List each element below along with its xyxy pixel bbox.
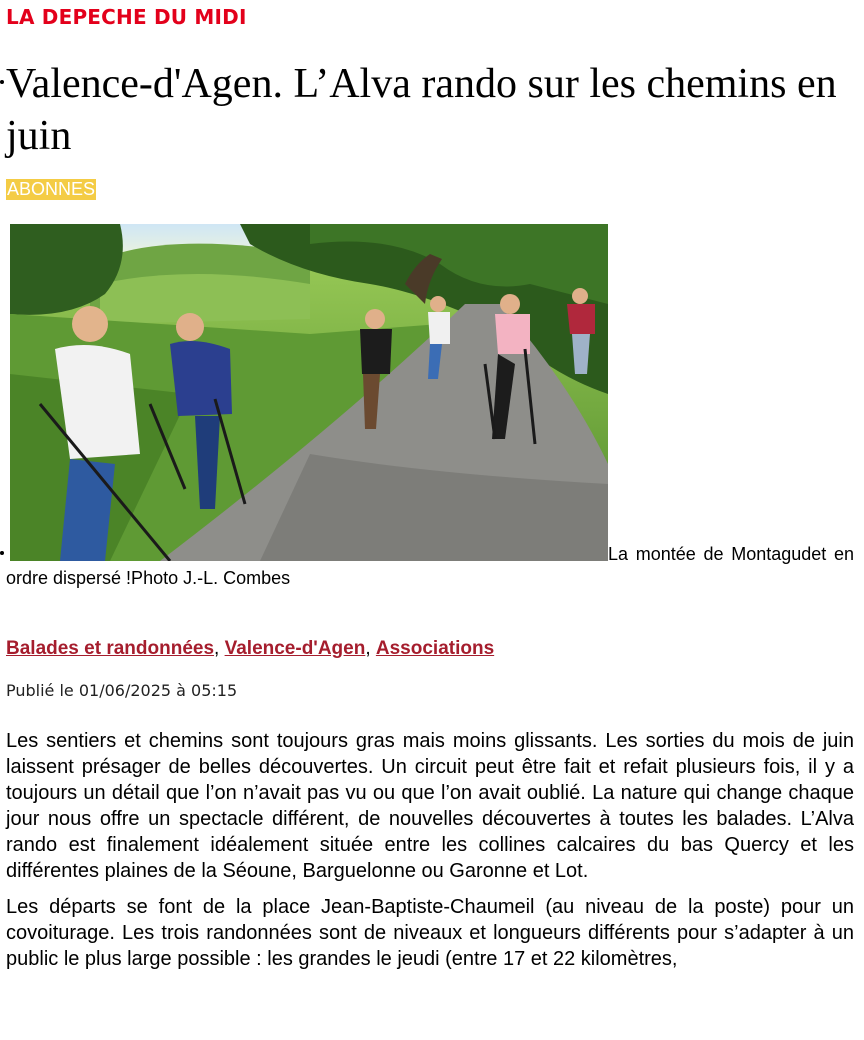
site-brand[interactable]: LA DEPECHE DU MIDI bbox=[6, 5, 247, 29]
article-body bbox=[6, 728, 854, 982]
list-bullet bbox=[0, 80, 4, 84]
tag-list: Balades et randonnées, Valence-d'Agen, Associations bbox=[6, 638, 495, 659]
article-paragraph: Les départs se font de la place Jean-Baptiste-Chaumeil (au niveau de la poste) pour un covoiturage. Les trois randonnées sont de niveaux et longueurs différents pour s’adapter à un public le plus large possible : les grandes le jeudi (entre 17 et 22 kilomètres, bbox=[6, 896, 854, 970]
list-bullet bbox=[0, 551, 4, 555]
publish-date: Publié le 01/06/2025 à 05:15 bbox=[6, 681, 238, 700]
photo-caption: La montée de Montagudet en ordre dispersé !Photo J.-L. Combes bbox=[6, 544, 854, 588]
article-paragraph: Les sentiers et chemins sont toujours gras mais moins glissants. Les sorties du mois de juin laissent présager de belles découvertes. Un circuit peut être fait et refait plusieurs fois, il y a toujours un détail que l’on n’avait pas vu ou que l’on avait oublié. La nature qui change chaque jour nous offre un spectacle différent, de nouvelles découvertes à toutes les balades. L’Alva rando est finalement idéalement située entre les collines calcaires du bas Quercy et les différentes plaines de la Séoune, Barguelonne ou Garonne et Lot. bbox=[6, 730, 854, 882]
tag-link-balades[interactable]: Balades et randonnées bbox=[6, 638, 215, 659]
tag-link-valence-dagen[interactable]: Valence-d'Agen bbox=[224, 638, 366, 659]
article-photo bbox=[10, 224, 608, 561]
article-title: Valence-d'Agen. L’Alva rando sur les chemins en juin bbox=[6, 61, 837, 159]
tag-link-associations[interactable]: Associations bbox=[375, 638, 495, 659]
subscriber-badge: ABONNES bbox=[7, 179, 96, 199]
